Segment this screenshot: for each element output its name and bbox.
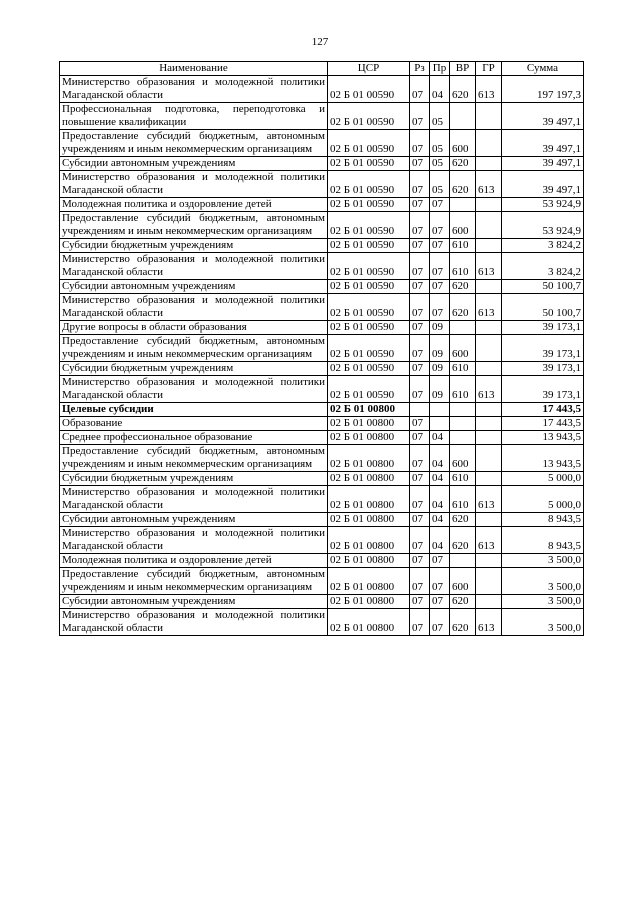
cell-pr: 09 [430, 335, 450, 362]
table-row [60, 130, 584, 157]
cell-rz: 07 [410, 527, 430, 554]
cell-gr [476, 103, 502, 130]
cell-gr [476, 362, 502, 376]
cell-pr: 09 [430, 321, 450, 335]
cell-csr: 02 Б 01 00590 [328, 376, 410, 403]
cell-sum: 53 924,9 [502, 198, 584, 212]
cell-csr: 02 Б 01 00800 [328, 403, 410, 417]
cell-vr [450, 198, 476, 212]
header-pr: Пр [430, 62, 450, 76]
cell-pr: 07 [430, 253, 450, 280]
cell-rz: 07 [410, 472, 430, 486]
cell-name: Субсидии автономным учреждениям [60, 280, 328, 294]
table-row [60, 76, 584, 103]
cell-sum: 3 824,2 [502, 239, 584, 253]
cell-pr: 07 [430, 568, 450, 595]
cell-gr [476, 568, 502, 595]
cell-sum: 39 497,1 [502, 157, 584, 171]
cell-name: Среднее профессиональное образование [60, 431, 328, 445]
table-header-row [60, 62, 584, 76]
cell-gr [476, 445, 502, 472]
cell-vr: 600 [450, 212, 476, 239]
cell-vr: 620 [450, 609, 476, 636]
cell-vr [450, 417, 476, 431]
cell-csr: 02 Б 01 00800 [328, 513, 410, 527]
cell-pr: 05 [430, 130, 450, 157]
cell-name: Профессиональная подготовка, переподготовка и повышение квалификации [60, 103, 328, 130]
table-row [60, 403, 584, 417]
cell-rz: 07 [410, 554, 430, 568]
cell-pr: 07 [430, 554, 450, 568]
cell-pr: 04 [430, 76, 450, 103]
cell-rz: 07 [410, 294, 430, 321]
cell-rz: 07 [410, 417, 430, 431]
cell-sum: 39 173,1 [502, 321, 584, 335]
cell-rz: 07 [410, 76, 430, 103]
cell-csr: 02 Б 01 00590 [328, 76, 410, 103]
table-row [60, 321, 584, 335]
table-row [60, 103, 584, 130]
cell-sum: 197 197,3 [502, 76, 584, 103]
table-body [60, 76, 584, 636]
header-gr: ГР [476, 62, 502, 76]
cell-csr: 02 Б 01 00590 [328, 280, 410, 294]
table-row [60, 472, 584, 486]
cell-name: Предоставление субсидий бюджетным, автономным учреждениям и иным некоммерческим организациям [60, 212, 328, 239]
cell-name: Предоставление субсидий бюджетным, автономным учреждениям и иным некоммерческим организациям [60, 568, 328, 595]
cell-csr: 02 Б 01 00800 [328, 472, 410, 486]
cell-rz: 07 [410, 513, 430, 527]
cell-sum: 50 100,7 [502, 280, 584, 294]
table-row [60, 554, 584, 568]
cell-rz: 07 [410, 362, 430, 376]
cell-name: Предоставление субсидий бюджетным, автономным учреждениям и иным некоммерческим организациям [60, 445, 328, 472]
cell-csr: 02 Б 01 00800 [328, 417, 410, 431]
cell-gr [476, 335, 502, 362]
cell-rz: 07 [410, 595, 430, 609]
cell-name: Предоставление субсидий бюджетным, автономным учреждениям и иным некоммерческим организациям [60, 130, 328, 157]
cell-csr: 02 Б 01 00800 [328, 445, 410, 472]
cell-gr [476, 403, 502, 417]
cell-csr: 02 Б 01 00590 [328, 157, 410, 171]
cell-pr: 09 [430, 362, 450, 376]
header-rz: Рз [410, 62, 430, 76]
cell-name: Образование [60, 417, 328, 431]
cell-csr: 02 Б 01 00590 [328, 253, 410, 280]
cell-vr: 620 [450, 294, 476, 321]
cell-name: Субсидии бюджетным учреждениям [60, 362, 328, 376]
cell-vr [450, 321, 476, 335]
cell-pr: 04 [430, 513, 450, 527]
cell-gr [476, 513, 502, 527]
header-vr: ВР [450, 62, 476, 76]
cell-pr: 09 [430, 376, 450, 403]
header-sum: Сумма [502, 62, 584, 76]
table-row [60, 280, 584, 294]
cell-rz: 07 [410, 103, 430, 130]
cell-csr: 02 Б 01 00800 [328, 527, 410, 554]
cell-sum: 39 173,1 [502, 335, 584, 362]
cell-sum: 39 173,1 [502, 362, 584, 376]
cell-vr: 620 [450, 157, 476, 171]
cell-gr: 613 [476, 486, 502, 513]
cell-pr: 07 [430, 280, 450, 294]
cell-rz: 07 [410, 321, 430, 335]
cell-csr: 02 Б 01 00800 [328, 609, 410, 636]
cell-sum: 8 943,5 [502, 513, 584, 527]
cell-pr [430, 417, 450, 431]
cell-vr [450, 403, 476, 417]
cell-sum: 50 100,7 [502, 294, 584, 321]
cell-csr: 02 Б 01 00590 [328, 171, 410, 198]
cell-rz: 07 [410, 486, 430, 513]
cell-sum: 39 173,1 [502, 376, 584, 403]
cell-gr [476, 212, 502, 239]
cell-csr: 02 Б 01 00800 [328, 568, 410, 595]
cell-sum: 8 943,5 [502, 527, 584, 554]
cell-vr: 610 [450, 253, 476, 280]
cell-pr: 07 [430, 294, 450, 321]
cell-gr: 613 [476, 376, 502, 403]
cell-rz: 07 [410, 280, 430, 294]
cell-sum: 39 497,1 [502, 103, 584, 130]
header-csr: ЦСР [328, 62, 410, 76]
cell-rz: 07 [410, 376, 430, 403]
cell-gr: 613 [476, 76, 502, 103]
table-row [60, 568, 584, 595]
cell-pr: 04 [430, 431, 450, 445]
cell-name: Министерство образования и молодежной политики Магаданской области [60, 171, 328, 198]
cell-name: Предоставление субсидий бюджетным, автономным учреждениям и иным некоммерческим организациям [60, 335, 328, 362]
cell-vr: 600 [450, 568, 476, 595]
cell-csr: 02 Б 01 00800 [328, 595, 410, 609]
cell-name: Молодежная политика и оздоровление детей [60, 198, 328, 212]
cell-name: Министерство образования и молодежной политики Магаданской области [60, 486, 328, 513]
cell-name: Министерство образования и молодежной политики Магаданской области [60, 294, 328, 321]
cell-rz: 07 [410, 171, 430, 198]
cell-name: Субсидии бюджетным учреждениям [60, 239, 328, 253]
cell-name: Молодежная политика и оздоровление детей [60, 554, 328, 568]
cell-name: Субсидии автономным учреждениям [60, 595, 328, 609]
cell-name: Целевые субсидии [60, 403, 328, 417]
table-row [60, 486, 584, 513]
cell-csr: 02 Б 01 00590 [328, 321, 410, 335]
cell-rz: 07 [410, 568, 430, 595]
cell-pr: 07 [430, 198, 450, 212]
cell-gr [476, 431, 502, 445]
cell-rz: 07 [410, 157, 430, 171]
cell-gr [476, 554, 502, 568]
cell-rz: 07 [410, 198, 430, 212]
cell-pr: 05 [430, 157, 450, 171]
table-row [60, 253, 584, 280]
cell-vr: 600 [450, 335, 476, 362]
cell-vr: 610 [450, 472, 476, 486]
table-row [60, 171, 584, 198]
cell-vr: 600 [450, 445, 476, 472]
cell-rz [410, 403, 430, 417]
cell-vr [450, 103, 476, 130]
cell-csr: 02 Б 01 00590 [328, 335, 410, 362]
cell-name: Министерство образования и молодежной политики Магаданской области [60, 76, 328, 103]
table-row [60, 157, 584, 171]
cell-gr: 613 [476, 527, 502, 554]
cell-sum: 3 500,0 [502, 554, 584, 568]
cell-sum: 17 443,5 [502, 417, 584, 431]
cell-pr: 04 [430, 472, 450, 486]
table-row [60, 445, 584, 472]
cell-name: Министерство образования и молодежной политики Магаданской области [60, 376, 328, 403]
cell-csr: 02 Б 01 00590 [328, 294, 410, 321]
cell-csr: 02 Б 01 00800 [328, 554, 410, 568]
cell-csr: 02 Б 01 00590 [328, 130, 410, 157]
cell-sum: 39 497,1 [502, 171, 584, 198]
table-row [60, 431, 584, 445]
cell-name: Субсидии бюджетным учреждениям [60, 472, 328, 486]
cell-vr [450, 554, 476, 568]
cell-pr: 07 [430, 609, 450, 636]
table-row [60, 362, 584, 376]
cell-gr: 613 [476, 294, 502, 321]
cell-sum: 17 443,5 [502, 403, 584, 417]
cell-pr: 05 [430, 171, 450, 198]
budget-table [59, 61, 584, 636]
table-row [60, 198, 584, 212]
cell-sum: 3 500,0 [502, 595, 584, 609]
cell-vr: 620 [450, 513, 476, 527]
cell-vr: 620 [450, 527, 476, 554]
cell-gr [476, 472, 502, 486]
cell-gr [476, 417, 502, 431]
cell-csr: 02 Б 01 00590 [328, 103, 410, 130]
cell-vr: 620 [450, 76, 476, 103]
cell-csr: 02 Б 01 00590 [328, 362, 410, 376]
cell-csr: 02 Б 01 00800 [328, 431, 410, 445]
cell-pr: 07 [430, 212, 450, 239]
cell-rz: 07 [410, 130, 430, 157]
cell-gr: 613 [476, 253, 502, 280]
cell-gr: 613 [476, 609, 502, 636]
cell-pr: 04 [430, 486, 450, 513]
header-name: Наименование [60, 62, 328, 76]
cell-name: Министерство образования и молодежной политики Магаданской области [60, 253, 328, 280]
cell-name: Субсидии автономным учреждениям [60, 157, 328, 171]
cell-sum: 5 000,0 [502, 472, 584, 486]
table-row [60, 212, 584, 239]
cell-sum: 13 943,5 [502, 445, 584, 472]
table-row [60, 527, 584, 554]
cell-pr: 05 [430, 103, 450, 130]
table-row [60, 335, 584, 362]
table-row [60, 609, 584, 636]
cell-sum: 39 497,1 [502, 130, 584, 157]
cell-vr: 600 [450, 130, 476, 157]
cell-rz: 07 [410, 239, 430, 253]
cell-pr: 04 [430, 527, 450, 554]
cell-gr [476, 130, 502, 157]
cell-sum: 3 824,2 [502, 253, 584, 280]
cell-sum: 13 943,5 [502, 431, 584, 445]
cell-pr: 07 [430, 595, 450, 609]
cell-rz: 07 [410, 335, 430, 362]
cell-vr: 610 [450, 486, 476, 513]
cell-csr: 02 Б 01 00590 [328, 239, 410, 253]
cell-gr [476, 157, 502, 171]
cell-vr: 610 [450, 376, 476, 403]
cell-gr: 613 [476, 171, 502, 198]
cell-vr: 610 [450, 239, 476, 253]
cell-csr: 02 Б 01 00800 [328, 486, 410, 513]
cell-sum: 3 500,0 [502, 609, 584, 636]
cell-csr: 02 Б 01 00590 [328, 212, 410, 239]
cell-sum: 5 000,0 [502, 486, 584, 513]
cell-pr: 07 [430, 239, 450, 253]
cell-sum: 53 924,9 [502, 212, 584, 239]
cell-gr [476, 321, 502, 335]
cell-name: Министерство образования и молодежной политики Магаданской области [60, 609, 328, 636]
cell-name: Другие вопросы в области образования [60, 321, 328, 335]
table-row [60, 595, 584, 609]
cell-gr [476, 239, 502, 253]
cell-name: Субсидии автономным учреждениям [60, 513, 328, 527]
cell-rz: 07 [410, 609, 430, 636]
cell-rz: 07 [410, 431, 430, 445]
page-number: 127 [311, 36, 329, 48]
cell-vr: 610 [450, 362, 476, 376]
cell-vr: 620 [450, 171, 476, 198]
cell-gr [476, 280, 502, 294]
cell-gr [476, 198, 502, 212]
cell-vr: 620 [450, 595, 476, 609]
cell-pr: 04 [430, 445, 450, 472]
cell-gr [476, 595, 502, 609]
cell-rz: 07 [410, 212, 430, 239]
table-row [60, 294, 584, 321]
table-row [60, 239, 584, 253]
table-row [60, 513, 584, 527]
cell-csr: 02 Б 01 00590 [328, 198, 410, 212]
cell-pr [430, 403, 450, 417]
cell-rz: 07 [410, 253, 430, 280]
cell-vr [450, 431, 476, 445]
table-row [60, 417, 584, 431]
cell-rz: 07 [410, 445, 430, 472]
cell-vr: 620 [450, 280, 476, 294]
table-row [60, 376, 584, 403]
cell-sum: 3 500,0 [502, 568, 584, 595]
cell-name: Министерство образования и молодежной политики Магаданской области [60, 527, 328, 554]
